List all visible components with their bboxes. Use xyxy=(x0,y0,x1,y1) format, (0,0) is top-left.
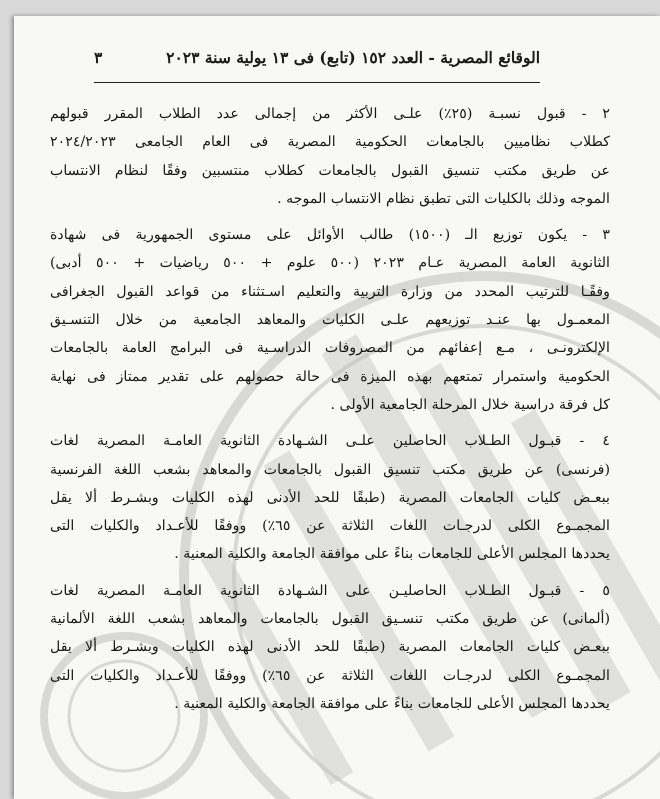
text-line: ببعـض كليات الجامعات المصرية (طبقًا للحد الأدنى لهذه الكليات وبشـرط ألا يقل xyxy=(50,489,610,506)
text-line: المجمـوع الكلى لدرجـات اللغات الثلاثة عن ٦٥٪) ووفقًا للأعـداد والكليات التى xyxy=(50,667,610,684)
text-line: المعمـول بها عنـد توزيعهم علـى الكليات والمعاهد الجامعية من خلال التنسـيق xyxy=(50,312,610,329)
paragraph-item-4 xyxy=(50,427,610,568)
text-line: كل فرقة دراسية خلال المرحلة الجامعية الأولى . xyxy=(330,396,610,413)
text-line: ٤ - قبـول الطـلاب الحاصلين علـى الشـهادة الثانوية العامـة المصرية لغات xyxy=(50,433,610,450)
text-line: يحددها المجلس الأعلى للجامعات بناءً على موافقة الجامعة والكلية المعنية . xyxy=(174,546,610,563)
header-divider xyxy=(94,82,540,83)
text-line: ٣ - يكون توزيع الـ (١٥٠٠) طالب الأوائل على مستوى الجمهورية فى شهادة xyxy=(50,227,610,244)
text-line: الموجه وذلك بالكليات التى تطبق نظام الانتساب الموجه . xyxy=(277,190,610,207)
text-line: ٢ - قبول نسبـة (٢٥٪) علـى الأكثر من إجمالى عدد الطلاب المقرر قبولهم xyxy=(50,106,610,122)
paragraph-item-5 xyxy=(50,577,610,718)
text-line: (فرنسى) عن طريق مكتب تنسيق القبول بالجامعات والمعاهد بشعب اللغة الفرنسية xyxy=(50,461,610,478)
document-page xyxy=(14,16,660,799)
document-body xyxy=(50,100,610,718)
text-line: وفقًـا للترتيب المحدد من وزارة التربية والتعليم اسـتثناء من قواعد القبول الجغرافى xyxy=(50,283,610,300)
header-title: الوقائع المصرية - العدد ١٥٢ (تابع) فى ١٣ يولية سنة ٢٠٢٣ xyxy=(166,48,540,67)
text-line: الحكومية واستمرار تمتعهم بهذه الميزة فى حالة حصولهم على تقدير ممتاز فى نهاية xyxy=(50,368,610,385)
text-line: (ألمانى) عن طريق مكتب تنسـيق القبول بالجامعات والمعاهد بشعب اللغة الألمانية xyxy=(50,611,610,628)
text-line: الثانوية العامة المصرية عـام ٢٠٢٣ (٥٠٠ علوم + ٥٠٠ رياضيات + ٥٠٠ أدبى) xyxy=(50,255,610,272)
paragraph-item-3 xyxy=(50,221,610,419)
page-number: ٣ xyxy=(94,48,103,67)
text-line: الإلكترونـى ، مـع إعفائهم من المصروفات الدراسـية فى البرامج العامة بالجامعات xyxy=(50,340,610,357)
text-line: كطلاب نظاميين بالجامعات الحكومية المصرية فى العام الجامعى ٢٠٢٤/٢٠٢٣ xyxy=(50,134,610,151)
text-line: يحددها المجلس الأعلى للجامعات بناءً على موافقة الجامعة والكلية المعنية . xyxy=(174,695,610,712)
text-line: ببعـض كليات الجامعات المصرية (طبقًا للحد الأدنى لهذه الكليات وبشـرط ألا يقل xyxy=(50,639,610,656)
text-line: عن طريق مكتب تنسيق القبول بالجامعات كطلاب منتسبين وفقًا لنظام الانتساب xyxy=(50,162,610,179)
text-line: ٥ - قبـول الطـلاب الحاصليـن على الشـهادة الثانوية العامـة المصرية لغات xyxy=(50,582,610,599)
paragraph-item-2 xyxy=(50,100,610,213)
page-header xyxy=(94,48,540,67)
text-line: المجمـوع الكلى لدرجـات اللغات الثلاثة عن ٦٥٪) ووفقًا للأعـداد والكليات التى xyxy=(50,518,610,535)
